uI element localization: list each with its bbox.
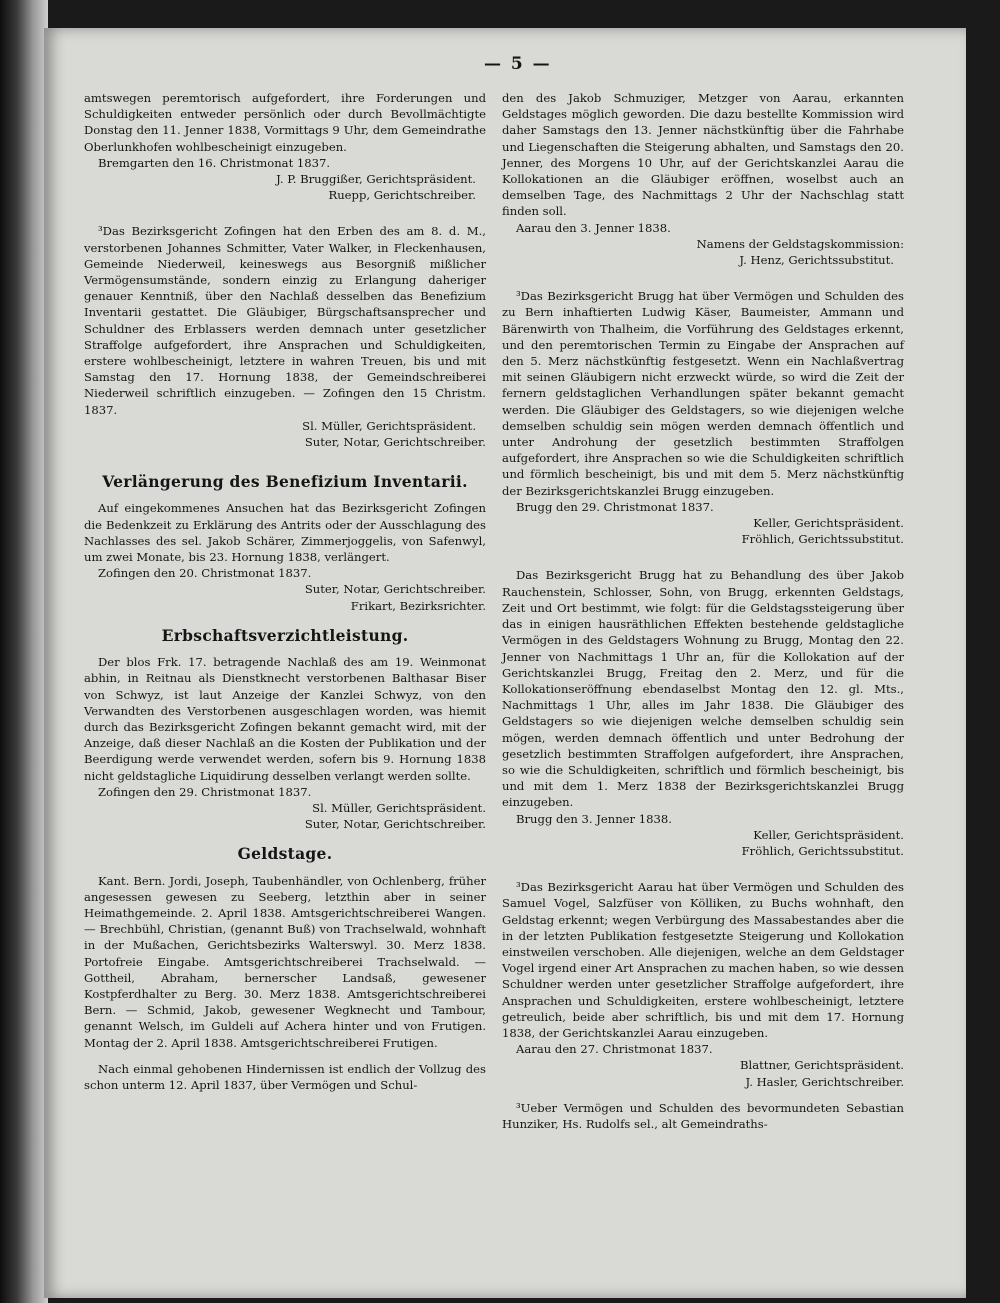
notice-text: Der blos Frk. 17. betragende Nachlaß des am 19. Weinmonat abhin, in Reitnau als Dienstknecht verstorbenen Balthasar Biser von Schwyz, ist laut Anzeige der Kanzlei Schwyz, von den Verwandten des Verstorbenen ausgeschlagen worden, was hiemit durch das Bezirksgericht Zofingen bekannt gemacht wird, mit der Anzeige, daß dieser Nachlaß an die Kosten der Publikation und der Beerdigung werde verwendet werden, sofern bis 9. Hornung 1838 nicht geldstagliche Liquidirung desselben verlangt werden sollte. (84, 655, 486, 783)
notice-date: Aarau den 27. Christmonat 1837. (516, 1042, 713, 1057)
page-number: — 5 — (484, 54, 552, 74)
notice-aarau-start (84, 1061, 486, 1093)
notice-brugg-kaeser (502, 288, 904, 547)
section-heading-erbschaft: Erbschaftsverzichtleistung. (161, 625, 409, 645)
signature-commission: Namens der Geldstagskommission: (696, 236, 904, 251)
notice-text: ³Das Bezirksgericht Brugg hat über Vermögen und Schulden des zu Bern inhaftierten Ludwig Käser, Baumeister, Ammann und Bärenwirth von Thalheim, die Vorführung des Geldstages erkennt, und den peremtorischen Termin zu Eingabe der Ansprachen auf den 5. Merz nächstkünftig festgesetzt. Wenn ein Nachlaßvertrag mit seinen Gläubigern nicht erzweckt würde, so wird die Zeit der fernern geldstaglichen Verhandlungen später bekannt gemacht werden. Die Gläubiger des Geldstagers, so wie diejenigen welche demselben schuldig sein mögen werden demnach öffentlich und unter Androhung der gesetzlich bestimmten Straffolgen aufgefordert, ihre Ansprachen so wie die Schuldigkeiten schriftlich und förmlich bescheinigt, bis und mit dem 5. Merz nächstkünftig der Bezirksgerichtskanzlei Brugg einzugeben. (502, 289, 904, 498)
notice-text: Kant. Bern. Jordi, Joseph, Taubenhändler, von Ochlenberg, früher angesessen gewesen zu Seeberg, letzthin aber in seiner Heimathgemeinde. 2. April 1838. Amtsgerichtschreiberei Wangen. — Brechbühl, Christian, (genannt Buß) von Trachselwald, wohnhaft in der Mußachen, Gerichtsbezirks Walterswyl. 30. Merz 1838. Portofreie Eingabe. Amtsgerichtschreiberei Trachselwald. — Gottheil, Abraham, bernerscher Landsaß, gewesener Kostpferdhalter zu Berg. 30. Merz 1838. Amtsgerichtschreiberei Bern. — Schmid, Jakob, gewesener Wegknecht und Tambour, genannt Welsch, im Guldeli auf Achera hinter und von Frutigen. Montag der 2. April 1838. Amtsgerichtschreiberei Frutigen. (84, 873, 486, 1050)
notice-date: Aarau den 3. Jenner 1838. (516, 220, 671, 235)
notice-zofingen-schaerer (84, 500, 486, 613)
signature-president: Sl. Müller, Gerichtspräsident. (302, 418, 476, 433)
notice-text: Auf eingekommenes Ansuchen hat das Bezirksgericht Zofingen die Bedenkzeit zu Erklärung des Antrits oder der Ausschlagung des Nachlasses des sel. Jakob Schärer, Zimmerjoggelis, von Safenwyl, um zwei Monate, bis 23. Hornung 1838, verlängert. (84, 501, 486, 565)
notice-text: amtswegen peremtorisch aufgefordert, ihre Forderungen und Schuldigkeiten entweder persönlich oder durch Bevollmächtigte Donstag den 11. Jenner 1838, Vormittags 9 Uhr, dem Gemeindrathe Oberlunkhofen wohlbescheinigt einzugeben. (84, 91, 486, 154)
signature-clerk: J. Hasler, Gerichtschreiber. (745, 1074, 904, 1089)
signature-substitute: Fröhlich, Gerichtssubstitut. (741, 532, 904, 547)
notice-text: Nach einmal gehobenen Hindernissen ist endlich der Vollzug des schon unterm 12. April 1837, über Vermögen und Schul- (84, 1061, 486, 1092)
notice-date: Bremgarten den 16. Christmonat 1837. (98, 155, 331, 170)
signature-judge: Frikart, Bezirksrichter. (350, 598, 486, 613)
signature-substitute: J. Henz, Gerichtssubstitut. (739, 253, 894, 268)
section-heading-geldstage: Geldstage. (237, 844, 333, 864)
signature-substitute: Fröhlich, Gerichtssubstitut. (741, 843, 904, 858)
book-spine (0, 0, 48, 1303)
signature-president: Blattner, Gerichtspräsident. (740, 1058, 904, 1073)
signature-president: Keller, Gerichtspräsident. (753, 516, 904, 531)
notice-zofingen-schmitter (84, 223, 486, 450)
notice-brugg-rauchenstein (502, 567, 904, 859)
notice-date: Brugg den 29. Christmonat 1837. (516, 499, 714, 514)
notice-date: Brugg den 3. Jenner 1838. (516, 811, 672, 826)
signature-clerk: Suter, Notar, Gerichtschreiber. (304, 817, 486, 832)
notice-bremgarten (84, 90, 486, 203)
notice-date: Zofingen den 20. Christmonat 1837. (98, 566, 312, 581)
notice-zofingen-biser (84, 654, 486, 832)
notice-hunziker-start (502, 1100, 904, 1132)
notice-text: ³Das Bezirksgericht Aarau hat über Vermögen und Schulden des Samuel Vogel, Salzfüser von Kölliken, zu Buchs wohnhaft, den Geldstag erkennt; wegen Verbürgung des Massabestandes aber die in der letzten Publikation festgesetzte Steigerung und Kollokation einstweilen verschoben. Alle diejenigen, welche an dem Geldstager Vogel irgend einer Art Ansprachen zu machen haben, so wie dessen Schuldner werden unter gesetzlicher Straffolge aufgefordert, ihre Ansprachen und Schuldigkeiten, erstere wohlbescheinigt, letztere getreulich, beide aber schriftlich, bis und mit dem 17. Hornung 1838, der Gerichtskanzlei Aarau einzugeben. (502, 880, 904, 1040)
section-heading-inventarii: Verlängerung des Benefizium Inventarii. (102, 472, 468, 492)
signature-president: J. P. Bruggißer, Gerichtspräsident. (276, 172, 476, 187)
left-column (84, 90, 486, 1093)
notice-date: Zofingen den 29. Christmonat 1837. (98, 784, 312, 799)
signature-president: Sl. Müller, Gerichtspräsident. (312, 800, 486, 815)
notice-kanton-bern (84, 873, 486, 1051)
right-column (502, 90, 904, 1132)
newspaper-page (44, 28, 966, 1298)
notice-aarau-schmuziger (502, 90, 904, 268)
signature-president: Keller, Gerichtspräsident. (753, 827, 904, 842)
notice-aarau-vogel (502, 879, 904, 1090)
notice-text: ³Das Bezirksgericht Zofingen hat den Erben des am 8. d. M., verstorbenen Johannes Schmitter, Vater Walker, in Fleckenhausen, Gemeinde Niederweil, keineswegs aus Besorgniß mißlicher Vermögensumstände, sondern einzig zu Erlangung daheriger genauer Kenntniß, über den Nachlaß desselben das Benefizium Inventarii gestattet. Die Gläubiger, Bürgschaftsansprecher und Schuldner des Erblassers werden demnach unter gesetzlicher Straffolge aufgefordert, ihre Ansprachen und Schuldigkeiten, erstere wohlbescheinigt, letztere in wahren Treuen, bis und mit Samstag den 17. Hornung 1838, der Gemeindschreiberei Niederweil schriftlich einzugeben. — Zofingen den 15 Christm. 1837. (84, 224, 486, 417)
signature-clerk: Ruepp, Gerichtschreiber. (328, 188, 476, 203)
notice-text: ³Ueber Vermögen und Schulden des bevormundeten Sebastian Hunziker, Hs. Rudolfs sel., alt Gemeindraths- (502, 1100, 904, 1131)
signature-clerk: Suter, Notar, Gerichtschreiber. (304, 582, 486, 597)
notice-text: Das Bezirksgericht Brugg hat zu Behandlung des über Jakob Rauchenstein, Schlosser, Sohn, von Brugg, erkennten Geldstags, Zeit und Ort bestimmt, wie folgt: für die Geldstagssteigerung über das in einigen hausräthlichen Effekten bestehende geldstagliche Vermögen in des Geldstagers Wohnung zu Brugg, Montag den 22. Jenner von Nachmittags 1 Uhr an, für die Kollokation auf der Gerichtskanzlei Brugg, Freitag den 2. Merz, und für die Kollokationseröffnung ebendaselbst Montag den 12. gl. Mts., Nachmittags 1 Uhr, alles im Jahr 1838. Die Gläubiger des Geldstagers so wie diejenigen welche demselben schuldig sein mögen, werden demnach öffentlich und unter Bedrohung der gesetzlich bestimmten Straffolgen aufgefordert, ihre Ansprachen, so wie die Schuldigkeiten, schriftlich und förmlich bescheinigt, bis und mit dem 1. Merz 1838 der Bezirksgerichtskanzlei Brugg einzugeben. (502, 568, 904, 810)
notice-text: den des Jakob Schmuziger, Metzger von Aarau, erkannten Geldstages möglich geworden. Die dazu bestellte Kommission wird daher Samstags den 13. Jenner nächstkünftig über die Fahrhabe und Liegenschaften die Steigerung abhalten, und Samstags den 20. Jenner, des Morgens 10 Uhr, auf der Gerichtskanzlei Aarau die Kollokationen an die Gläubiger eröffnen, woselbst auch an demselben Tage, des Nachmittags 2 Uhr der Nachschlag statt finden soll. (502, 91, 904, 219)
signature-clerk: Suter, Notar, Gerichtschreiber. (304, 435, 486, 450)
